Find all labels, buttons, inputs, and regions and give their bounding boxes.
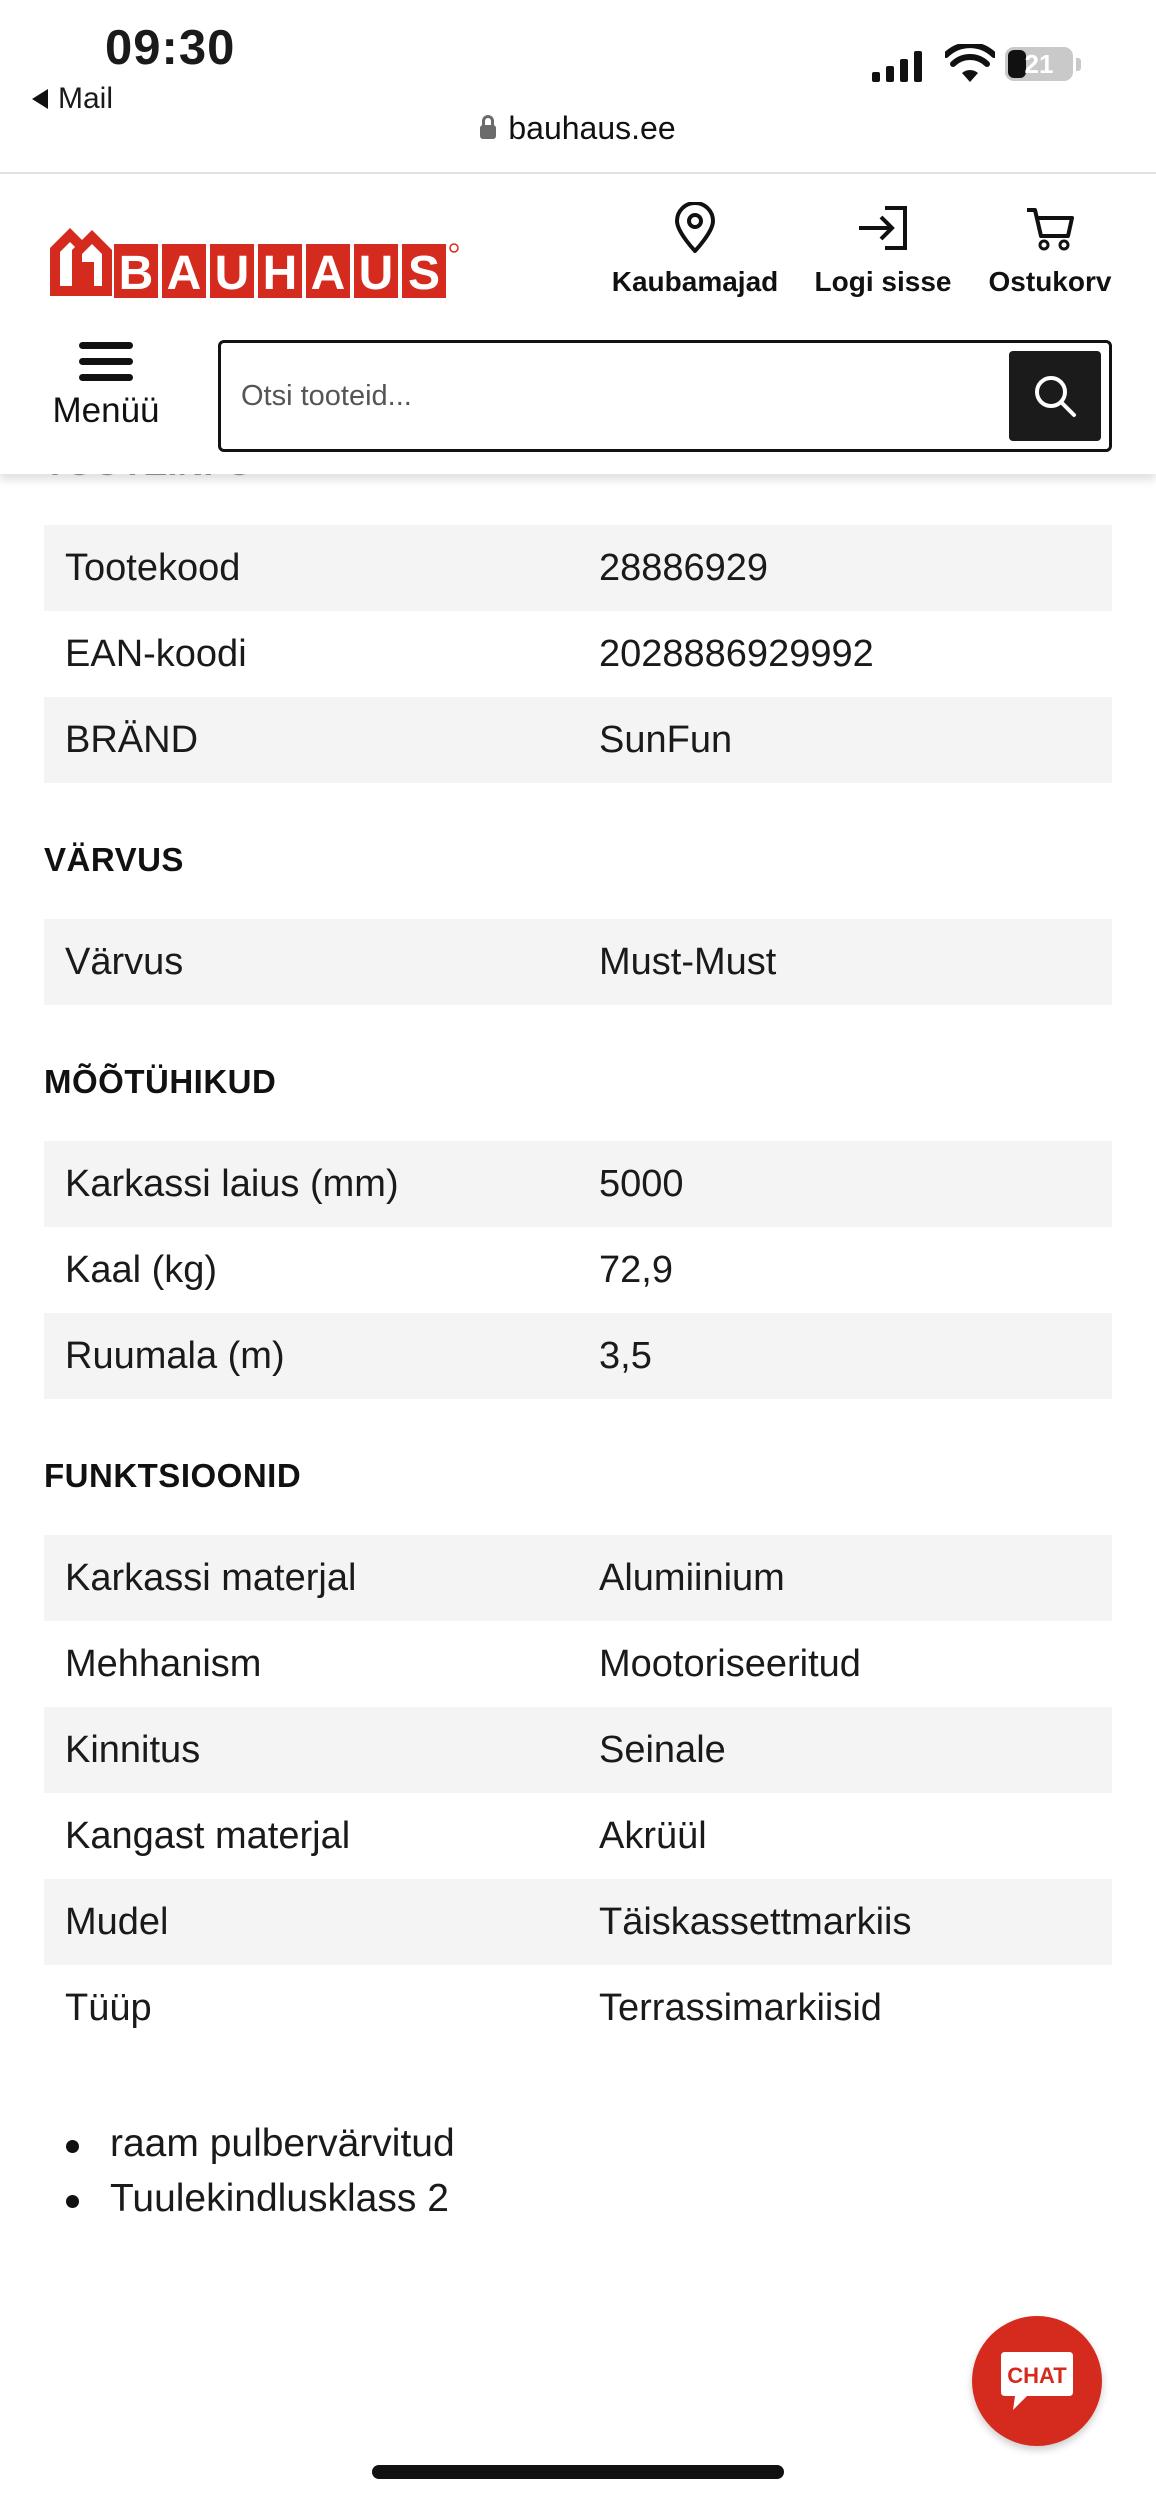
- search-input[interactable]: [241, 343, 1001, 449]
- battery-cap: [1076, 58, 1081, 71]
- row-value: 72,9: [599, 1248, 673, 1291]
- svg-text:U: U: [358, 247, 394, 300]
- chat-button[interactable]: [972, 2316, 1102, 2446]
- chat-label: CHAT: [1007, 2363, 1067, 2388]
- menu-button[interactable]: [44, 342, 168, 431]
- chat-bubble-icon: [997, 2346, 1077, 2416]
- feature-list: [66, 2116, 455, 2226]
- row-value: Akrüül: [599, 1814, 707, 1857]
- row-key: BRÄND: [65, 718, 199, 761]
- list-item: Tuulekindlusklass 2: [66, 2171, 455, 2226]
- row-value: Täiskassettmarkiis: [599, 1900, 912, 1943]
- stores-label: Kaubamajad: [611, 266, 779, 297]
- svg-text:A: A: [166, 247, 202, 300]
- row-value: Mootoriseeritud: [599, 1642, 861, 1685]
- bauhaus-logo[interactable]: [48, 214, 484, 306]
- row-key: Karkassi laius (mm): [65, 1162, 399, 1205]
- list-item: raam pulbervärvitud: [66, 2116, 455, 2171]
- row-key: Kaal (kg): [65, 1248, 218, 1291]
- map-pin-icon: [673, 202, 717, 254]
- row-key: Tüüp: [65, 1986, 152, 2029]
- svg-text:H: H: [262, 247, 298, 300]
- stores-link[interactable]: [605, 202, 785, 298]
- cart-icon: [1024, 202, 1076, 254]
- svg-text:U: U: [214, 247, 250, 300]
- table-row: [44, 611, 1112, 697]
- hamburger-icon: [44, 342, 168, 381]
- battery-icon: [1005, 47, 1073, 81]
- menu-label: Menüü: [52, 391, 160, 430]
- table-row: [44, 697, 1112, 783]
- wifi-icon: [945, 44, 995, 84]
- row-key: Mudel: [65, 1900, 169, 1943]
- row-key: Kinnitus: [65, 1728, 201, 1771]
- table-row: [44, 1707, 1112, 1793]
- table-row: [44, 1313, 1112, 1399]
- table-row: [44, 1227, 1112, 1313]
- login-link[interactable]: [793, 202, 973, 298]
- row-value: 28886929: [599, 546, 769, 589]
- table-row: [44, 1793, 1112, 1879]
- row-key: Tootekood: [65, 546, 241, 589]
- clock: 09:30: [105, 21, 236, 75]
- row-value: Terrassimarkiisid: [599, 1986, 882, 2029]
- row-key: Värvus: [65, 940, 184, 983]
- row-key: Mehhanism: [65, 1642, 262, 1685]
- table-row: [44, 525, 1112, 611]
- cart-link[interactable]: [960, 202, 1140, 298]
- table-row: [44, 1965, 1112, 2051]
- svg-text:A: A: [310, 247, 346, 300]
- site-header: [0, 174, 1156, 474]
- row-value: Alumiinium: [599, 1556, 785, 1599]
- row-key: Kangast materjal: [65, 1814, 351, 1857]
- svg-text:B: B: [118, 247, 154, 300]
- row-key: EAN-koodi: [65, 632, 247, 675]
- search-bar: [218, 340, 1112, 452]
- row-value: Must-Must: [599, 940, 777, 983]
- home-indicator[interactable]: [372, 2465, 784, 2479]
- url-text: bauhaus.ee: [508, 110, 676, 146]
- row-key: Ruumala (m): [65, 1334, 285, 1377]
- row-value: 2028886929992: [599, 632, 874, 675]
- address-bar[interactable]: [0, 110, 1156, 147]
- row-value: 3,5: [599, 1334, 652, 1377]
- table-row: [44, 919, 1112, 1005]
- search-icon: [1032, 373, 1078, 419]
- row-value: SunFun: [599, 718, 733, 761]
- login-icon: [855, 202, 911, 254]
- section-title-mootuhikud: MÕÕTÜHIKUD: [44, 1063, 277, 1100]
- table-row: [44, 1141, 1112, 1227]
- row-value: Seinale: [599, 1728, 726, 1771]
- status-bar: [0, 0, 1156, 172]
- cart-label: Ostukorv: [988, 266, 1112, 297]
- table-row: [44, 1535, 1112, 1621]
- table-row: [44, 1879, 1112, 1965]
- svg-text:S: S: [407, 247, 441, 300]
- lock-icon: [480, 125, 496, 139]
- section-title-funktsioonid: FUNKTSIOONID: [44, 1457, 302, 1494]
- row-key: Karkassi materjal: [65, 1556, 357, 1599]
- back-label: Mail: [58, 82, 114, 115]
- back-arrow-icon: [32, 89, 48, 109]
- battery-level: 21: [1024, 49, 1054, 79]
- table-row: [44, 1621, 1112, 1707]
- search-button[interactable]: [1009, 351, 1101, 441]
- row-value: 5000: [599, 1162, 684, 1205]
- section-title-varvus: VÄRVUS: [44, 841, 184, 878]
- login-label: Logi sisse: [814, 266, 952, 297]
- cellular-signal-icon: [872, 50, 922, 82]
